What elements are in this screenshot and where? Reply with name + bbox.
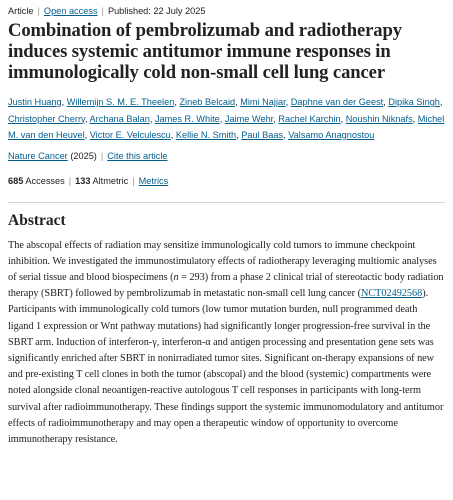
author-separator: , (273, 113, 279, 124)
article-metrics (8, 174, 445, 188)
meta-separator: | (37, 6, 40, 16)
author-list (8, 94, 445, 144)
author-link[interactable]: Willemijn S. M. E. Theelen (66, 97, 175, 107)
author-link[interactable]: Michel M. van den Heuvel (8, 113, 445, 140)
metrics-link[interactable]: Metrics (138, 175, 169, 186)
abstract-text-part-3: ). Participants with immunologically cold tumors (low tumor mutation burden, null programmed death ligand 1 expression or Wnt pathway mutations) had significantly longer progression-free survival in the SBRT arm. Induction of interferon-γ, interferon-α and antigen processing and presentation gene sets was significantly enriched after SBRT in nonirradiated tumor sites. Significant on-therapy expansions of new and pre-existing T cell clones in both the tumor (abscopal) and the blood (systemic) compartments were noted alongside clonal neoantigen-reactive autologous T cell responses in participants with long-term survival after radioimmunotherapy. These findings support the systemic immunomodulatory and antitumor effects of radioimmunotherapy and may open a therapeutic window of opportunity to overcome immunotherapy resistance. (8, 288, 444, 445)
abstract-text-part-1: The abscopal effects of radiation may sensitize immunologically cold tumors to immune checkpoint inhibition. We investigated the immunostimulatory effects of radiotherapy leveraging multiomic analyses of serial tissue and blood biospecimens ( (8, 239, 437, 283)
author-separator: , (283, 130, 289, 140)
author-link[interactable]: Victor E. Velculescu (89, 130, 171, 140)
author-link[interactable]: Justin Huang (8, 97, 62, 107)
author-separator: , (84, 130, 90, 140)
author-link[interactable]: Rachel Karchin (278, 113, 341, 124)
author-link[interactable]: James R. White (154, 113, 220, 124)
journal-separator: | (100, 150, 104, 161)
author-link[interactable]: Dipika Singh (388, 97, 440, 107)
author-separator: , (236, 130, 242, 140)
published-label: Published: (107, 6, 151, 16)
author-link[interactable]: Valsamo Anagnostou (288, 130, 375, 140)
meta-separator: | (101, 6, 104, 16)
author-separator: , (383, 97, 389, 107)
author-link[interactable]: Zineb Belcaid (179, 97, 236, 107)
author-separator: , (149, 113, 155, 124)
author-link[interactable]: Christopher Cherry (8, 113, 85, 124)
author-separator: , (170, 130, 176, 140)
published-date: 22 July 2025 (153, 6, 206, 16)
author-separator: , (84, 113, 90, 124)
author-separator: , (412, 113, 418, 124)
author-link[interactable]: Noushin Niknafs (345, 113, 413, 124)
altmetric-label: Altmetric (92, 175, 129, 186)
trial-registration-link[interactable]: NCT02492568 (360, 288, 423, 300)
article-meta-bar (8, 5, 445, 18)
author-separator: , (235, 97, 241, 107)
author-link[interactable]: Daphne van der Geest (290, 97, 384, 107)
journal-year: (2025) (70, 150, 97, 161)
journal-line (8, 149, 445, 163)
n-symbol: n (173, 271, 179, 283)
author-link[interactable]: Mimi Najjar (240, 97, 286, 107)
author-separator: , (219, 113, 225, 124)
cite-article-link[interactable]: Cite this article (107, 150, 168, 161)
author-link[interactable]: Jaime Wehr (224, 113, 274, 124)
accesses-label: Accesses (25, 175, 65, 186)
author-link[interactable]: Kellie N. Smith (175, 130, 237, 140)
author-separator: , (61, 97, 67, 107)
article-type: Article (8, 6, 34, 16)
accesses-count: 685 (8, 175, 24, 186)
abstract-text (8, 238, 445, 449)
author-separator: , (340, 113, 346, 124)
journal-name-link[interactable]: Nature Cancer (8, 150, 68, 161)
abstract-text-part-2: = 293) from a phase 2 clinical trial of stereotactic body radiation therapy (SBRT) followed by pembrolizumab in metastatic non-small cell lung cancer ( (8, 271, 444, 300)
author-separator: , (174, 97, 180, 107)
author-link[interactable]: Paul Baas (241, 130, 284, 140)
author-link[interactable]: Archana Balan (89, 113, 150, 124)
altmetric-count: 133 (75, 175, 91, 186)
metrics-separator: | (132, 175, 135, 186)
metrics-separator: | (68, 175, 72, 186)
article-title: Combination of pembrolizumab and radiotherapy induces systemic antitumor immune responses in immunologically cold non-small cell lung cancer (8, 20, 402, 83)
abstract-heading: Abstract (8, 211, 66, 229)
author-separator: , (285, 97, 291, 107)
section-divider (8, 202, 445, 203)
author-separator: , (439, 97, 443, 107)
open-access-link[interactable]: Open access (43, 6, 98, 16)
